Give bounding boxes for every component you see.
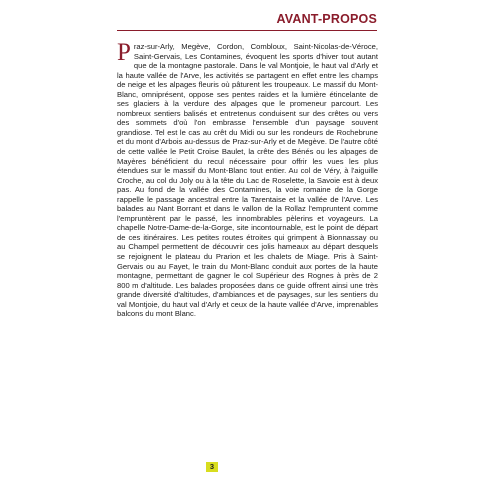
page-number-badge: 3	[206, 462, 218, 472]
foreword-paragraph	[117, 39, 378, 319]
page-title: AVANT-PROPOS	[276, 12, 377, 26]
foreword-body-text: raz-sur-Arly, Megève, Cordon, Combloux, Saint-Nicolas-de-Véroce, Saint-Gervais, Les Contamines, évoquent les sports d'hiver tout autant que de la montagne pastorale. Dans le val Montjoie, le haut val d'Arly et la haute vallée de l'Arve, les activités se partagent en effet entre les champs de neige et les alpages fleuris où pâturent les troupeaux. Le massif du Mont-Blanc, omniprésent, oppose ses pentes raides et la lumière étincelante de ses glaciers à la verdure des alpages que le promeneur parcourt. Les nombreux sentiers balisés et entretenus conduisent sur des crêtes ou vers des sommets d'où l'on embrasse l'ensemble d'un paysage souvent grandiose. Tel est le cas au crêt du Midi ou sur les rondeurs de Rochebrune et du mont d'Arbois au-dessus de Praz-sur-Arly et de Megève. De l'autre côté de cette vallée le Petit Croise Baulet, la crête des Bénés ou les alpages de Mayères bénéficient du recul nécessaire pour offrir les vues les plus étendues sur le massif du Mont-Blanc tout entier. Au col de Véry, à l'aiguille Croche, au col du Joly ou à la tête du Lac de Roselette, la Savoie est à deux pas. Au fond de la vallée des Contamines, la voie romaine de la Gorge rappelle le passage ancestral entre la Tarentaise et la vallée de l'Arve. Les balades au Nant Borrant et dans le vallon de la Rollaz l'empruntent comme l'empruntèrent par le passé, les innombrables pèlerins et voyageurs. La chapelle Notre-Dame-de-la-Gorge, site incontournable, est le point de départ de ces itinéraires. Les petites routes étroites qui grimpent à Bionnassay ou au Champel permettent de découvrir ces jolis hameaux au départ desquels se rejoignent le plateau du Prarion et les chalets de Miage. Pris à Saint-Gervais ou au Fayet, le train du Mont-Blanc conduit aux portes de la haute montagne, permettant de gagner le col Supérieur des Rognes à près de 2 800 m d'altitude. Les balades proposées dans ce guide offrent ainsi une très grande diversité d'altitudes, d'ambiances et de paysages, sur les sentiers du val Montjoie, du haut val d'Arly et ceux de la haute vallée d'Arve, imprenables balcons du mont Blanc.	[117, 42, 378, 319]
drop-cap: P	[117, 39, 131, 66]
title-divider	[117, 30, 377, 31]
